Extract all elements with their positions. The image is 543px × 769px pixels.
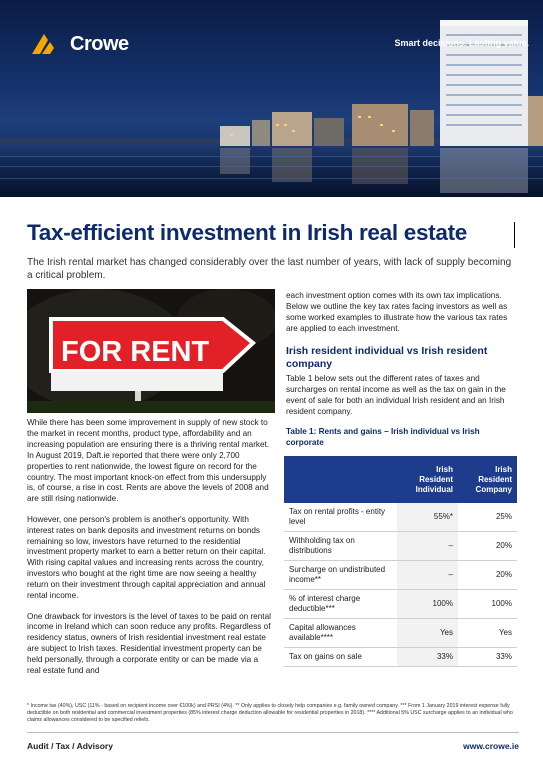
table-row — [284, 619, 517, 648]
individual-value: 100% — [397, 590, 458, 619]
company-value: 33% — [458, 648, 517, 667]
for-rent-sign-image — [27, 289, 275, 413]
tagline: Smart decisions. Lasting value. — [394, 38, 529, 48]
table-header-individual: Irish Resident Individual — [397, 456, 458, 503]
individual-value: 55%* — [397, 503, 458, 532]
row-label: % of interest charge deductible*** — [284, 590, 397, 619]
crowe-logo[interactable] — [30, 32, 129, 56]
header-banner — [0, 0, 543, 197]
table-header-empty — [284, 456, 397, 503]
table-row — [284, 648, 517, 667]
city-skyline-image — [0, 0, 543, 197]
tax-comparison-table — [284, 456, 517, 667]
individual-value: 33% — [397, 648, 458, 667]
sign-text: FOR RENT — [61, 336, 210, 368]
for-rent-photo — [27, 289, 275, 413]
individual-value: – — [397, 532, 458, 561]
crowe-logo-icon — [30, 32, 64, 56]
row-label: Tax on rental profits - entity level — [284, 503, 397, 532]
left-column — [27, 418, 273, 686]
left-paragraph: However, one person's problem is another's opportunity. With interest rates on bank deposits and investment returns on bonds remaining so low, investors have returned to the residential investment property market to earn a better return on their capital. With rising capital values and increasing rents across the country, investors who bought at the right time are now seeing a healthy return on their investment through capital appreciation and annual rental income. — [27, 514, 266, 601]
individual-value: Yes — [397, 619, 458, 648]
left-paragraph: While there has been some improvement in supply of new stock to the market in recent months, product type, affordability and an increasing population are ensuring there is a thriving rental market. In August 2019, Daft.ie reported that there were only 2,700 properties to rent nationwide, the lowest figure on record for the country. The most important knock-on effect from this undersupply is, of course, a rise in cost. Rents are above the levels of 2008 and are still rising nationwide. — [27, 418, 270, 504]
section-subheading: Irish resident individual vs Irish resident company — [286, 345, 488, 370]
individual-value: – — [397, 561, 458, 590]
table-row — [284, 590, 517, 619]
company-value: Yes — [458, 619, 517, 648]
company-value: 100% — [458, 590, 517, 619]
table-header-company: Irish Resident Company — [458, 456, 517, 503]
left-paragraph: One drawback for investors is the level of taxes to be paid on rental income in Ireland which can soon reduce any profits. Regardless of residency status, owners of Irish residential investment real estate are subject to Irish taxes. Residential investment property can be held personally, through a corporate entity or can be made via a real estate fund and — [27, 611, 271, 676]
row-label: Tax on gains on sale — [284, 648, 397, 667]
company-value: 20% — [458, 561, 517, 590]
table-row — [284, 561, 517, 590]
footnote: * Income tax (40%), USC (11% - based on recipient income over €100k) and PRSI (4%). ** Only applies to closely help companies e.g. family owned company. *** From 1 January 2019 interest expense fully deductible on both residential and commercial investment properties (85% interest charge deduction allowable for residential properties in 2018). **** Additional 5% USC surcharge applies to an individual who claims allowances considered to be specified reliefs. — [27, 703, 513, 723]
table-header-row — [284, 456, 517, 503]
company-value: 25% — [458, 503, 517, 532]
right-column-paragraph: each investment option comes with its own tax implications. Below we outline the key tax rates facing investors as well as some worked examples to illustrate how the various tax rates are applied to each investment. — [286, 291, 508, 333]
company-value: 20% — [458, 532, 517, 561]
brand-name: Crowe — [70, 32, 129, 55]
row-label: Surcharge on undistributed income** — [284, 561, 397, 590]
footer-services: Audit / Tax / Advisory — [27, 741, 113, 751]
page-title: Tax-efficient investment in Irish real estate — [27, 220, 467, 245]
table-row — [284, 503, 517, 532]
right-column-paragraph-2: Table 1 below sets out the different rates of taxes and surcharges on rental income as well as the tax on gain in the event of sale for both an individual Irish resident and an Irish resident company. — [286, 374, 506, 416]
text-cursor — [514, 222, 515, 248]
row-label: Capital allowances available**** — [284, 619, 397, 648]
table-row — [284, 532, 517, 561]
footer-website-link[interactable]: www.crowe.ie — [463, 741, 519, 751]
footer-divider — [27, 732, 519, 733]
table-caption: Table 1: Rents and gains – Irish individual vs Irish corporate — [286, 427, 480, 447]
intro-text: The Irish rental market has changed considerably over the last number of years, with lack of supply becoming a critical problem. — [27, 257, 512, 281]
row-label: Withholding tax on distributions — [284, 532, 397, 561]
